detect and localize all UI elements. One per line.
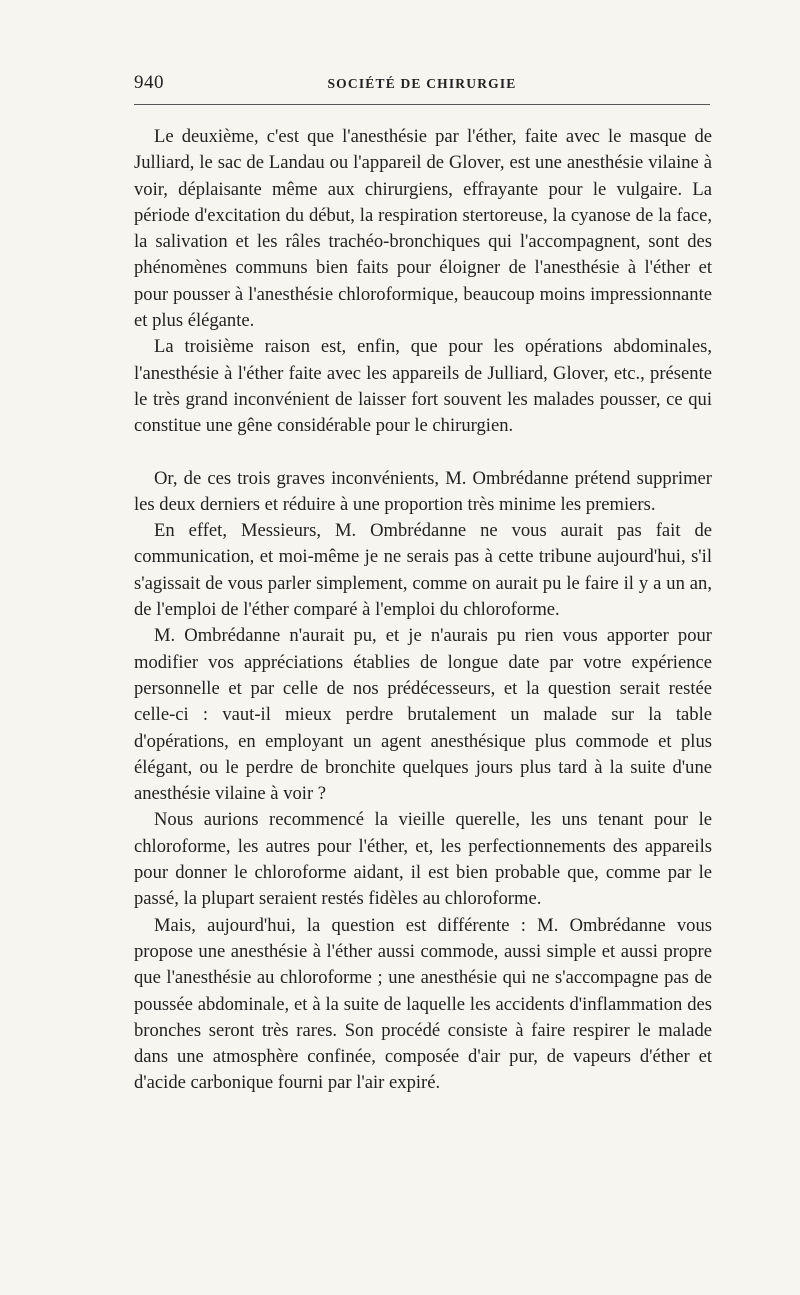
page-header	[134, 72, 710, 98]
paragraph-inconvenients: Or, de ces trois graves inconvénients, M. Ombrédanne prétend supprimer les deux derniers et réduire à une proportion très minime les premiers.	[134, 467, 712, 515]
header-rule	[134, 104, 710, 105]
page-number: 940	[134, 72, 164, 93]
paragraph-en-effet: En effet, Messieurs, M. Ombrédanne ne vous aurait pas fait de communication, et moi-même je ne serais pas à cette tribune aujourd'hui, s'il s'agissait de vous parler simplement, comme on aurait pu le faire il y a un an, de l'emploi de l'éther comparé à l'emploi du chloroforme.	[134, 520, 712, 621]
body-text	[134, 124, 712, 1097]
paragraph-ombredanne: M. Ombrédanne n'aurait pu, et je n'aurais pu rien vous apporter pour modifier vos appréciations établies de longue date par votre expérience personnelle et par celle de nos prédécesseurs, et la question serait restée celle-ci : vaut-il mieux perdre brutalement un malade sur la table d'opérations, en employant un agent anesthésique plus commode et plus élégant, ou le perdre de bronchite quelques jours plus tard à la suite d'une anesthésie vilaine à voir ?	[134, 625, 712, 805]
paragraph-procede: Mais, aujourd'hui, la question est différente : M. Ombrédanne vous propose une anesthésie à l'éther aussi commode, aussi simple et aussi propre que l'anesthésie au chloroforme ; une anesthésie qui ne s'accompagne pas de poussée abdominale, et à la suite de laquelle les accidents d'inflammation des bronches seront très rares. Son procédé consiste à faire respirer le malade dans une atmosphère confinée, composée d'air pur, de vapeurs d'éther et d'acide carbonique fourni par l'air expiré.	[134, 914, 712, 1094]
paragraph-deuxieme: Le deuxième, c'est que l'anesthésie par l'éther, faite avec le masque de Julliard, le sac de Landau ou l'appareil de Glover, est une anesthésie vilaine à voir, déplaisante même aux chirurgiens, effrayante pour le vulgaire. La période d'excitation du début, la respiration stertoreuse, la cyanose de la face, la salivation et les râles trachéo-bronchiques qui l'accompagnent, sont des phénomènes communs bien faits pour éloigner de l'anesthésie à l'éther et pour pousser à l'anesthésie chloroformique, beaucoup moins impressionnante et plus élégante.	[134, 126, 712, 332]
running-title: SOCIÉTÉ DE CHIRURGIE	[327, 76, 517, 91]
paragraph-troisieme: La troisième raison est, enfin, que pour les opérations abdominales, l'anesthésie à l'éther faite avec les appareils de Julliard, Glover, etc., présente le très grand inconvénient de laisser fort souvent les malades pousser, ce qui constitue une gêne considérable pour le chirurgien.	[134, 336, 712, 437]
paragraph-querelle: Nous aurions recommencé la vieille querelle, les uns tenant pour le chloroforme, les autres pour l'éther, et, les perfectionnements des appareils pour donner le chloroforme aidant, il est bien probable que, comme par le passé, la plupart seraient restés fidèles au chloroforme.	[134, 809, 712, 910]
